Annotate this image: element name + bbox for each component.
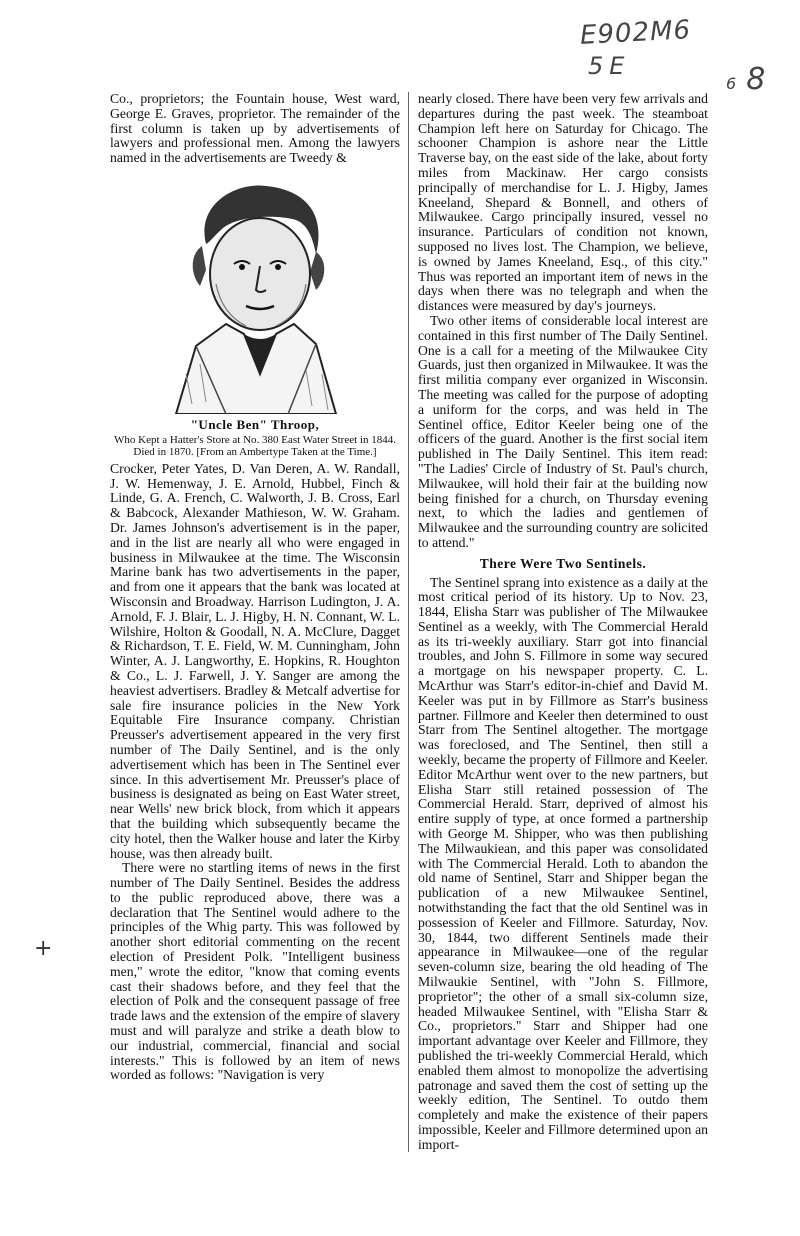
section-subheading: There Were Two Sentinels. xyxy=(479,555,647,571)
archive-code: E902M6 xyxy=(579,15,692,51)
margin-mark: + xyxy=(34,936,53,961)
right-column xyxy=(418,92,708,1153)
left-paragraph-1: Co., proprietors; the Fountain house, West ward, George E. Graves, proprietor. The remainder of the first column is taken up by advertisements of lawyers and professional men. Among the lawyers named in the advertisements are Tweedy & xyxy=(110,91,400,166)
column-divider xyxy=(408,92,409,1152)
right-paragraph-1: nearly closed. There have been very few arrivals and departures during the past week. The steamboat Champion left here on Saturday for Chicago. The schooner Champion is ashore near the Little Traverse bay, on the east side of the lake, about forty miles from Mackinaw. Her cargo consists principally of merchandise for L. J. Higby, James Kneeland, Shepard & Bonnell, and others of Milwaukee. Cargo principally insured, vessel no insurance. Particulars of condition not known, supposed no lives lost. The Champion, we believe, is owned by James Kneeland, Esq., of this city." Thus was reported an important item of news in the days when there was no telegraph and when the distances were measured by day's journeys. xyxy=(418,91,708,314)
right-paragraph-3: The Sentinel sprang into existence as a daily at the most critical period of its history. Up to Nov. 23, 1844, Elisha Starr was publisher of The Milwaukee Sentinel as a weekly, with The Commercial Herald as its tri-weekly auxiliary. Starr got into financial troubles, and John S. Fillmore in some way secured a mortgage on his newspaper property. C. L. McArthur was Starr's editor-in-chief and David M. Keeler was put in by Fillmore as Starr's business partner. Fillmore and Keeler then determined to oust Starr from The Sentinel altogether. The mortgage was foreclosed, and The Sentinel, then still a weekly, became the property of Fillmore and Keeler. Editor McArthur went over to the new partners, but Elisha Starr still retained possession of The Commercial Herald. Starr, deprived of almost his entire supply of type, at once formed a partnership with George M. Shipper, who was then publishing The Milwaukiean, and this paper was consolidated with The Commercial Herald. Loth to abandon the old name of Sentinel, Starr and Shipper began the publication of a new Milwaukee Sentinel, notwithstanding the fact that the old Sentinel was in possession of Keeler and Fillmore. Saturday, Nov. 30, 1844, two different Sentinels made their appearance in Milwaukee—one of the regular seven-column size, bearing the old heading of The Milwaukie Sentinel, with "John S. Fillmore, proprietor"; the other of a small six-column size, headed Milwaukee Sentinel, with "Elisha Starr & Co., proprietors." Starr and Shipper had one important advantage over Keeler and Fillmore, they published the tri-weekly Commercial Herald, which enabled them almost to monopolize the advertising patronage and saved them the cost of setting up the weekly edition, The Sentinel. To outdo them completely and make the existence of their papers impossible, Keeler and Fillmore determined upon an import- xyxy=(418,574,708,1152)
page-number xyxy=(726,62,765,97)
section-mark: 5E xyxy=(588,52,631,80)
caption-title: "Uncle Ben" Throop, xyxy=(190,416,320,432)
page-number-value: 8 xyxy=(746,62,766,97)
caption-text: Who Kept a Hatter's Store at No. 380 East Water Street in 1844. Died in 1870. [From an Ambertype Taken at the Time.] xyxy=(114,433,396,458)
left-paragraph-3: There were no startling items of news in the first number of The Daily Sentinel. Besides the address to the public reproduced above, there was a declaration that The Sentinel would adhere to the principles of the Whig party. This was followed by another short editorial commenting on the recent election of President Polk. "Intelligent business men," wrote the editor, "know that coming events cast their shadows before, and they feel that the election of Polk and the consequent passage of free trade laws and the extension of the empire of slavery must and will paralyze and strike a death blow to our industrial, commercial, financial and social interests." This is followed by an item of news worded as follows: "Navigation is very xyxy=(110,860,400,1083)
left-column xyxy=(110,92,400,1083)
right-paragraph-2: Two other items of considerable local interest are contained in this first number of The Daily Sentinel. One is a call for a meeting of the Milwaukee City Guards, just then organized in Milwaukee. It was the first militia company ever organized in Wisconsin. The meeting was called for the purpose of adopting a uniform for the corps, and was held in The Sentinel office, Editor Keeler being one of the officers of the guard. Another is the first social item published in The Daily Sentinel. This item read: "The Ladies' Circle of Industry of St. Paul's church, Milwaukee, will hold their fair at the building now being finished for a church, on Thursday evening next, to which the ladies and gentlemen of Milwaukee and the surrounding country are solicited to attend." xyxy=(418,312,708,550)
portrait-illustration xyxy=(156,174,356,414)
page-mark: 6 xyxy=(726,74,737,93)
left-paragraph-2: Crocker, Peter Yates, D. Van Deren, A. W. Randall, J. W. Hemenway, J. E. Arnold, Hubbel, Finch & Linde, G. A. French, C. Walworth, J. B. Cross, Earl & Babcock, Alexander Mathieson, W. W. Graham. Dr. James Johnson's advertisement is in the paper, and in the list are nearly all who were engaged in business in Milwaukee at the time. The Wisconsin Marine bank has two advertisements in the paper, and from one it appears that the bank was located at Wisconsin and Broadway. Harrison Ludington, J. A. Arnold, F. J. Blair, L. J. Higby, H. N. Connant, W. L. Wilshire, Holton & Goodall, N. A. McClure, Dagget & Richardson, T. E. Field, W. M. Cunningham, John Winter, A. J. Langworthy, E. Hopkins, R. Houghton & Co., L. J. Farwell, J. Y. Sanger are among the heaviest advertisers. Bradley & Metcalf advertise for sale fire insurance policies in the New York Equitable Fire Insurance company. Christian Preusser's advertisement appeared in the very first number of The Daily Sentinel, and is the only advertisement which has been in The Sentinel ever since. In this advertisement Mr. Preusser's place of business is designated as being on East Water street, near Wells' new brick block, from which it appears that the building which subsequently became the city hotel, then the Walker house and later the Kirby house, was then already built. xyxy=(110,460,400,861)
